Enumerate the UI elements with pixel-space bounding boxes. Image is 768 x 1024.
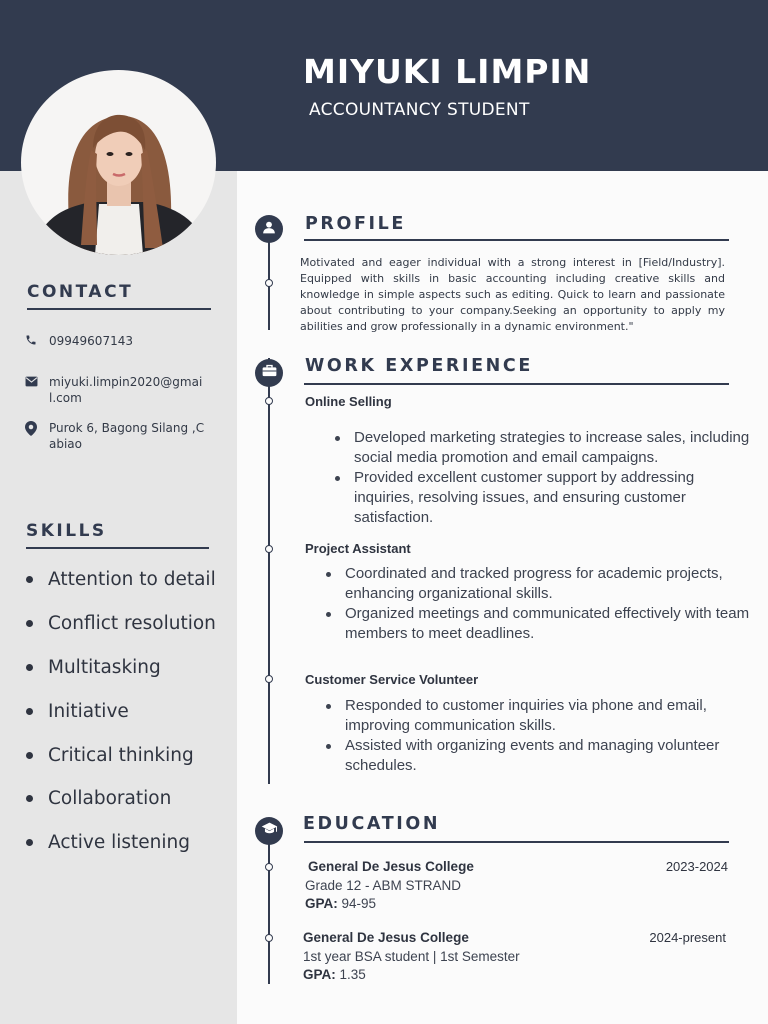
timeline-dot [265, 675, 273, 683]
education-years: 2023-2024 [665, 859, 728, 874]
timeline-dot [265, 863, 273, 871]
skills-divider [26, 547, 209, 549]
skill-item: Conflict resolution [26, 602, 216, 646]
job-bullet: Organized meetings and communicated effectively with team members to meet deadlines. [326, 604, 751, 644]
user-icon [262, 220, 276, 239]
education-section-icon [255, 817, 283, 845]
contact-address [25, 420, 209, 452]
profile-heading: PROFILE [305, 214, 406, 234]
skill-item: Collaboration [26, 777, 216, 821]
job-bullet: Coordinated and tracked progress for academic projects, enhancing organizational skills. [326, 564, 751, 604]
job-bullet: Provided excellent customer support by addressing inquiries, resolving issues, and ensuring customer satisfaction. [335, 468, 750, 528]
job-bullets [326, 696, 751, 776]
timeline-gap [266, 330, 272, 358]
candidate-name: MIYUKI LIMPIN [303, 52, 592, 91]
timeline-gap [266, 784, 272, 818]
job-bullets [335, 428, 750, 528]
briefcase-icon [262, 364, 277, 382]
email-address: miyuki.limpin2020@gmail.com [49, 375, 203, 405]
phone-icon [25, 333, 49, 350]
skill-item: Critical thinking [26, 733, 216, 777]
work-section-icon [255, 359, 283, 387]
contact-phone [25, 333, 209, 350]
contact-divider [27, 308, 211, 310]
skill-item: Multitasking [26, 646, 216, 690]
candidate-role: ACCOUNTANCY STUDENT [309, 100, 530, 120]
education-program: 1st year BSA student | 1st Semester [303, 949, 520, 964]
location-pin-icon [25, 420, 49, 452]
job-title: Project Assistant [305, 541, 411, 556]
graduation-cap-icon [261, 822, 278, 840]
education-years: 2024-present [649, 930, 726, 945]
work-heading: WORK EXPERIENCE [305, 356, 533, 376]
timeline-dot [265, 397, 273, 405]
home-address: Purok 6, Bagong Silang ,Cabiao [49, 421, 205, 451]
education-school: General De Jesus College [308, 859, 474, 874]
email-icon [25, 374, 49, 406]
profile-photo [21, 70, 216, 255]
job-bullet: Developed marketing strategies to increase sales, including social media promotion and email campaigns. [335, 428, 750, 468]
education-school: General De Jesus College [303, 930, 469, 945]
gpa-value: 94-95 [341, 896, 377, 911]
contact-email [25, 374, 209, 406]
gpa-label: GPA: [303, 967, 336, 982]
skills-heading: SKILLS [26, 521, 107, 541]
phone-number: 09949607143 [49, 334, 133, 348]
job-bullet: Responded to customer inquiries via phone and email, improving communication skills. [326, 696, 751, 736]
skills-list [26, 558, 216, 865]
skill-item: Initiative [26, 689, 216, 733]
job-title: Customer Service Volunteer [305, 672, 479, 687]
profile-divider [304, 239, 729, 241]
contact-heading: CONTACT [27, 282, 134, 302]
job-bullet: Assisted with organizing events and managing volunteer schedules. [326, 736, 751, 776]
work-divider [304, 383, 729, 385]
profile-summary: Motivated and eager individual with a strong interest in [Field/Industry]. Equipped with skills in basic accounting including creative skills and knowledge in simple aspects such as editing. Quick to learn and passionate about contributing to your company.Seeking an opportunity to apply my abilities and grow professionally in a dynamic environment." [300, 256, 725, 333]
gpa-label: GPA: [305, 896, 338, 911]
education-divider [304, 841, 729, 843]
gpa-value: 1.35 [339, 967, 366, 982]
education-program: Grade 12 - ABM STRAND [305, 878, 462, 893]
job-title: Online Selling [305, 394, 392, 409]
timeline-dot [265, 545, 273, 553]
education-heading: EDUCATION [303, 814, 441, 834]
timeline-dot [265, 279, 273, 287]
skill-item: Attention to detail [26, 558, 216, 602]
timeline-dot [265, 934, 273, 942]
education-gpa [303, 967, 366, 982]
education-gpa [305, 896, 376, 911]
job-bullets [326, 564, 751, 644]
profile-section-icon [255, 215, 283, 243]
skill-item: Active listening [26, 821, 216, 865]
